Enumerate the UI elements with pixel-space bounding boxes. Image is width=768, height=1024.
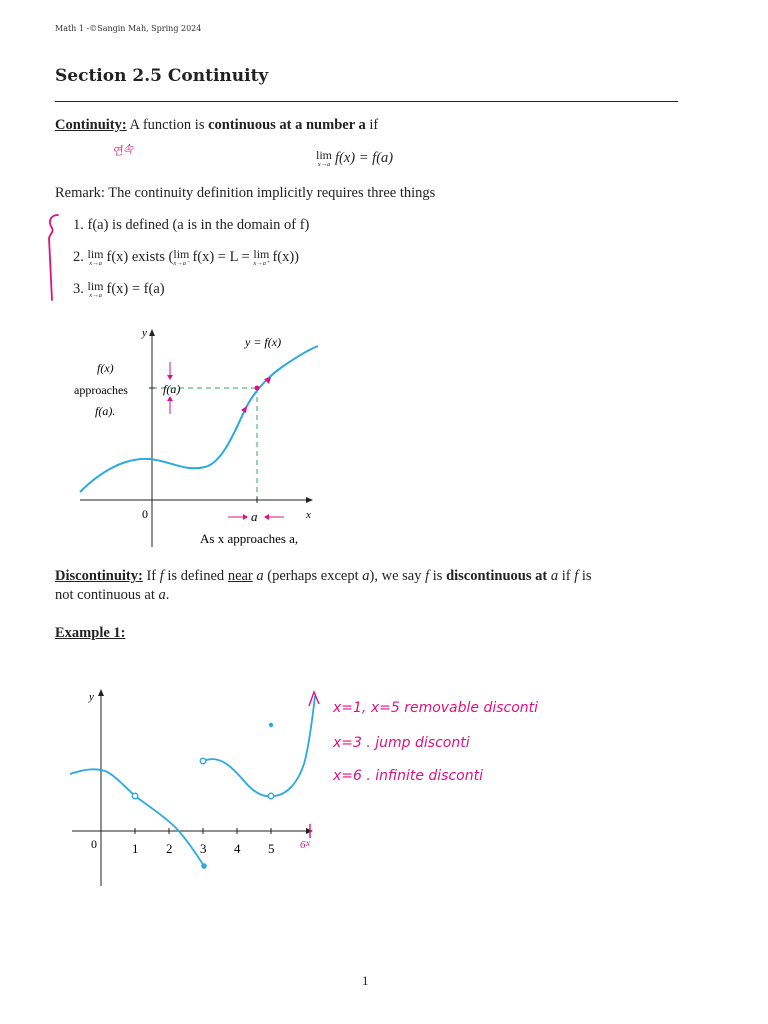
discontinuity-bold: discontinuous at: [446, 568, 548, 584]
text: .: [165, 587, 170, 603]
text: ), we say: [369, 568, 422, 584]
var-f: f: [574, 568, 579, 584]
fa-down-arrow-icon: [167, 375, 173, 380]
filled-point-x3: [201, 863, 207, 869]
item-text-a: f(x) exists (: [106, 249, 174, 265]
item-text: f(a) is defined (a is in the domain of f): [87, 217, 310, 233]
left-label-1: f(x): [97, 361, 114, 375]
curve-label: y = f(x): [245, 335, 282, 349]
item-number: 2.: [73, 249, 84, 265]
item-text-b: f(x) = L =: [192, 249, 250, 265]
section-title: Section 2.5 Continuity: [55, 66, 269, 86]
hand-note-removable: x=1, x=5 removable disconti: [333, 700, 539, 716]
tick-label: 4: [234, 841, 241, 856]
hole-x3: [200, 758, 206, 764]
continuity-tail: if: [369, 117, 379, 133]
a-right-arrow-icon: [243, 514, 248, 520]
filled-point-x5: [269, 723, 273, 727]
lim-sub: x→a⁻: [173, 260, 190, 267]
y-axis-label: y: [89, 691, 94, 703]
hand-x-label: x: [306, 838, 310, 848]
tick-label: 3: [200, 841, 207, 856]
text: is: [432, 568, 443, 584]
formula-rest: f(x) = f(a): [335, 150, 394, 166]
var-a: a: [158, 587, 166, 603]
lim-sub: x→a⁺: [253, 260, 270, 267]
lim-sub: x→a: [89, 260, 102, 267]
title-rule: [55, 101, 678, 102]
discontinuity-definition: [55, 567, 695, 605]
a-label: a: [251, 509, 258, 524]
fa-label: f(a): [163, 382, 181, 396]
curve-segment-right: [203, 696, 315, 796]
origin-label: 0: [91, 837, 97, 851]
continuity-bold: continuous at a number a: [208, 117, 366, 133]
continuity-lead: A function is: [129, 117, 205, 133]
text: if: [561, 568, 571, 584]
point-a-fa: [255, 386, 260, 391]
lim-word: lim: [173, 247, 190, 261]
example-title: Example 1:: [55, 625, 126, 641]
text: not continuous at: [55, 587, 155, 603]
page-number: 1: [362, 973, 369, 988]
text: (perhaps except: [267, 568, 359, 584]
item-number: 3.: [73, 281, 84, 297]
lim-sub: x→a: [89, 292, 102, 299]
hand-note-jump: x=3 . jump disconti: [333, 735, 470, 751]
tick-label: 2: [166, 841, 173, 856]
origin-label: 0: [142, 507, 148, 521]
remark-item-3: [73, 280, 165, 300]
a-left-arrow-icon: [264, 514, 269, 520]
hand-tick-6-label: 6: [300, 839, 306, 851]
y-axis-label: y: [142, 327, 147, 339]
var-f: f: [425, 568, 430, 584]
header-note: Math 1 -©Sangin Mah, Spring 2024: [55, 24, 202, 33]
item-number: 1.: [73, 217, 84, 233]
text: is defined: [167, 568, 225, 584]
text: is: [581, 568, 592, 584]
lim-word: lim: [316, 148, 333, 162]
continuity-figure: [60, 322, 340, 552]
discontinuity-term: Discontinuity:: [55, 568, 143, 584]
continuity-definition: [55, 116, 378, 135]
lim-sub: x→a: [317, 161, 331, 168]
left-label-3: f(a).: [95, 404, 116, 418]
var-a: a: [362, 568, 370, 584]
near-underlined: near: [227, 568, 253, 584]
tick-label: 1: [132, 841, 139, 856]
hand-bracket-icon: [44, 212, 66, 304]
item-text: f(x) = f(a): [106, 281, 165, 297]
fa-up-arrow-icon: [167, 396, 173, 401]
item-text-c: f(x)): [272, 249, 300, 265]
remark-text: Remark: The continuity definition implicitly requires three things: [55, 185, 436, 201]
text: If: [146, 568, 157, 584]
example-graph: [60, 682, 330, 892]
hole-x1: [132, 793, 138, 799]
lim-word: lim: [87, 247, 104, 261]
lim-word: lim: [253, 247, 270, 261]
hand-note-infinite: x=6 . infinite disconti: [333, 768, 483, 784]
function-curve: [80, 346, 318, 492]
figure-caption: As x approaches a,: [200, 531, 299, 546]
continuity-formula: [316, 149, 393, 169]
continuity-term: Continuity:: [55, 117, 127, 133]
var-f: f: [159, 568, 164, 584]
remark-item-1: [73, 216, 309, 235]
remark-item-2: [73, 248, 299, 268]
tick-label: 5: [268, 841, 275, 856]
lim-word: lim: [87, 279, 104, 293]
handwritten-note-continuity: 연속: [111, 142, 135, 159]
var-a: a: [550, 568, 559, 584]
x-axis-label: x: [306, 509, 311, 521]
var-a: a: [256, 568, 264, 584]
left-label-2: approaches: [74, 383, 128, 397]
hole-x5: [268, 793, 274, 799]
